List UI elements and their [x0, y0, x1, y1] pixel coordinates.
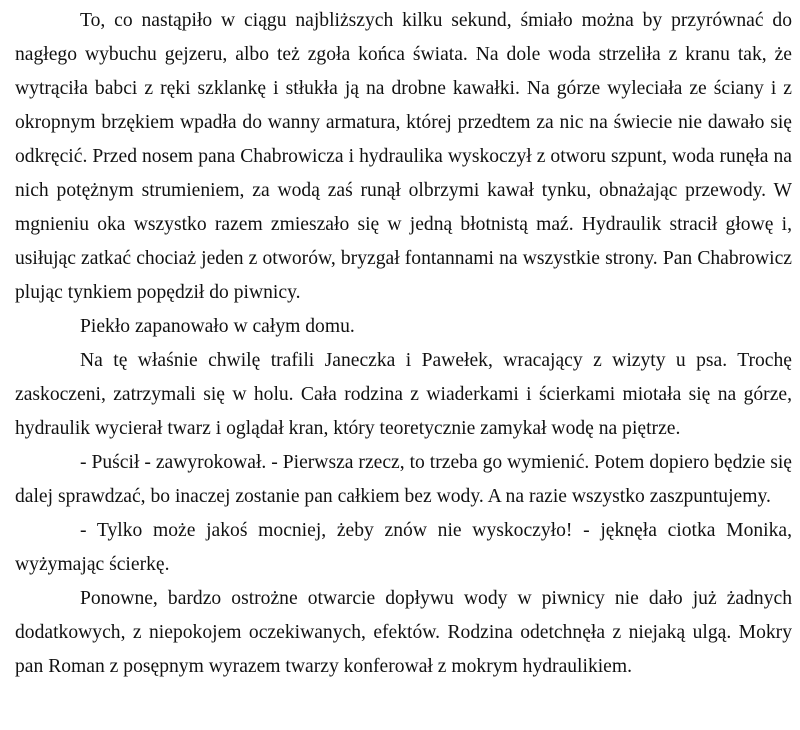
paragraph-1: To, co nastąpiło w ciągu najbliższych kilku sekund, śmiało można by przyrównać do nagłego wybuchu gejzeru, albo też zgoła końca świata. Na dole woda strzeliła z kranu tak, że wytrąciła babci z ręki szklankę i stłukła ją na drobne kawałki. Na górze wyleciała ze ściany i z okropnym brzękiem wpadła do wanny armatura, której przedtem za nic na świecie nie dawało się odkręcić. Przed nosem pana Chabrowicza i hydraulika wyskoczył z otworu szpunt, woda runęła na nich potężnym strumieniem, za wodą zaś runął olbrzymi kawał tynku, obnażając przewody. W mgnieniu oka wszystko razem zmieszało się w jedną błotnistą maź. Hydraulik stracił głowę i, usiłując zatkać chociaż jeden z otworów, bryzgał fontannami na wszystkie strony. Pan Chabrowicz plując tynkiem popędził do piwnicy. — [15, 10, 792, 303]
paragraph-4: - Puścił - zawyrokował. - Pierwsza rzecz, to trzeba go wymienić. Potem dopiero będzie się dalej sprawdzać, bo inaczej zostanie pan całkiem bez wody. A na razie wszystko zaszpuntujemy. — [15, 452, 792, 507]
paragraph-3: Na tę właśnie chwilę trafili Janeczka i Pawełek, wracający z wizyty u psa. Trochę zaskoczeni, zatrzymali się w holu. Cała rodzina z wiaderkami i ścierkami miotała się na górze, hydraulik wycierał twarz i oglądał kran, który teoretycznie zamykał wodę na piętrze. — [15, 350, 792, 439]
paragraph-6: Ponowne, bardzo ostrożne otwarcie dopływu wody w piwnicy nie dało już żadnych dodatkowych, z niepokojem oczekiwanych, efektów. Rodzina odetchnęła z niejaką ulgą. Mokry pan Roman z posępnym wyrazem twarzy konferował z mokrym hydraulikiem. — [15, 588, 792, 677]
paragraph-2: Piekło zapanowało w całym domu. — [80, 316, 355, 337]
paragraph-5: - Tylko może jakoś mocniej, żeby znów nie wyskoczyło! - jęknęła ciotka Monika, wyżymając ścierkę. — [15, 520, 792, 575]
